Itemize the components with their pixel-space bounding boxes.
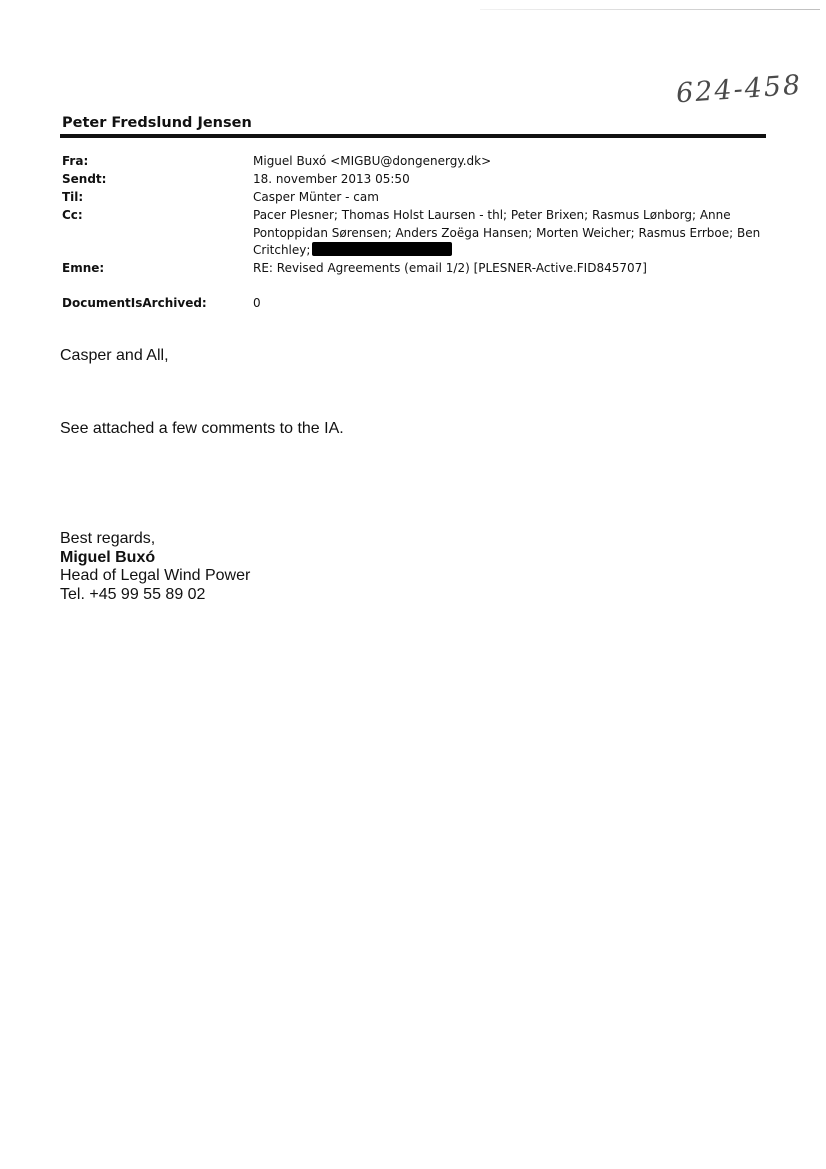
signature-title: Head of Legal Wind Power xyxy=(60,567,251,584)
sent-label: Sendt: xyxy=(62,172,107,186)
redaction-bar xyxy=(312,242,452,256)
cc-recipients: Pacer Plesner; Thomas Holst Laursen - thl; Peter Brixen; Rasmus Lønborg; Anne Pontoppidan Sørensen; Anders Zoëga Hansen; Morten Weicher; Rasmus Errboe; Ben Critchley; xyxy=(253,208,761,257)
cc-value xyxy=(253,207,763,260)
email-greeting: Casper and All, xyxy=(60,347,169,364)
handwritten-page-number: 624-458 xyxy=(675,69,804,110)
archived-label: DocumentIsArchived: xyxy=(62,296,207,310)
archived-value: 0 xyxy=(253,296,261,310)
subject-label: Emne: xyxy=(62,261,105,275)
subject-value: RE: Revised Agreements (email 1/2) [PLESNER-Active.FID845707] xyxy=(253,261,647,275)
email-message: See attached a few comments to the IA. xyxy=(60,420,344,437)
signature-name: Miguel Buxó xyxy=(60,548,156,566)
signature-closing: Best regards, xyxy=(60,530,156,547)
signature-phone: Tel. +45 99 55 89 02 xyxy=(60,585,206,603)
sent-value: 18. november 2013 05:50 xyxy=(253,172,410,186)
to-label: Til: xyxy=(62,190,84,204)
to-value: Casper Münter - cam xyxy=(253,190,379,204)
header-divider xyxy=(60,134,766,138)
from-label: Fra: xyxy=(62,154,89,168)
from-value: Miguel Buxó <MIGBU@dongenergy.dk> xyxy=(253,154,492,168)
email-signature xyxy=(60,530,250,604)
cc-label: Cc: xyxy=(62,208,83,222)
scan-edge-line xyxy=(480,9,820,10)
mailbox-owner-name: Peter Fredslund Jensen xyxy=(62,115,252,131)
